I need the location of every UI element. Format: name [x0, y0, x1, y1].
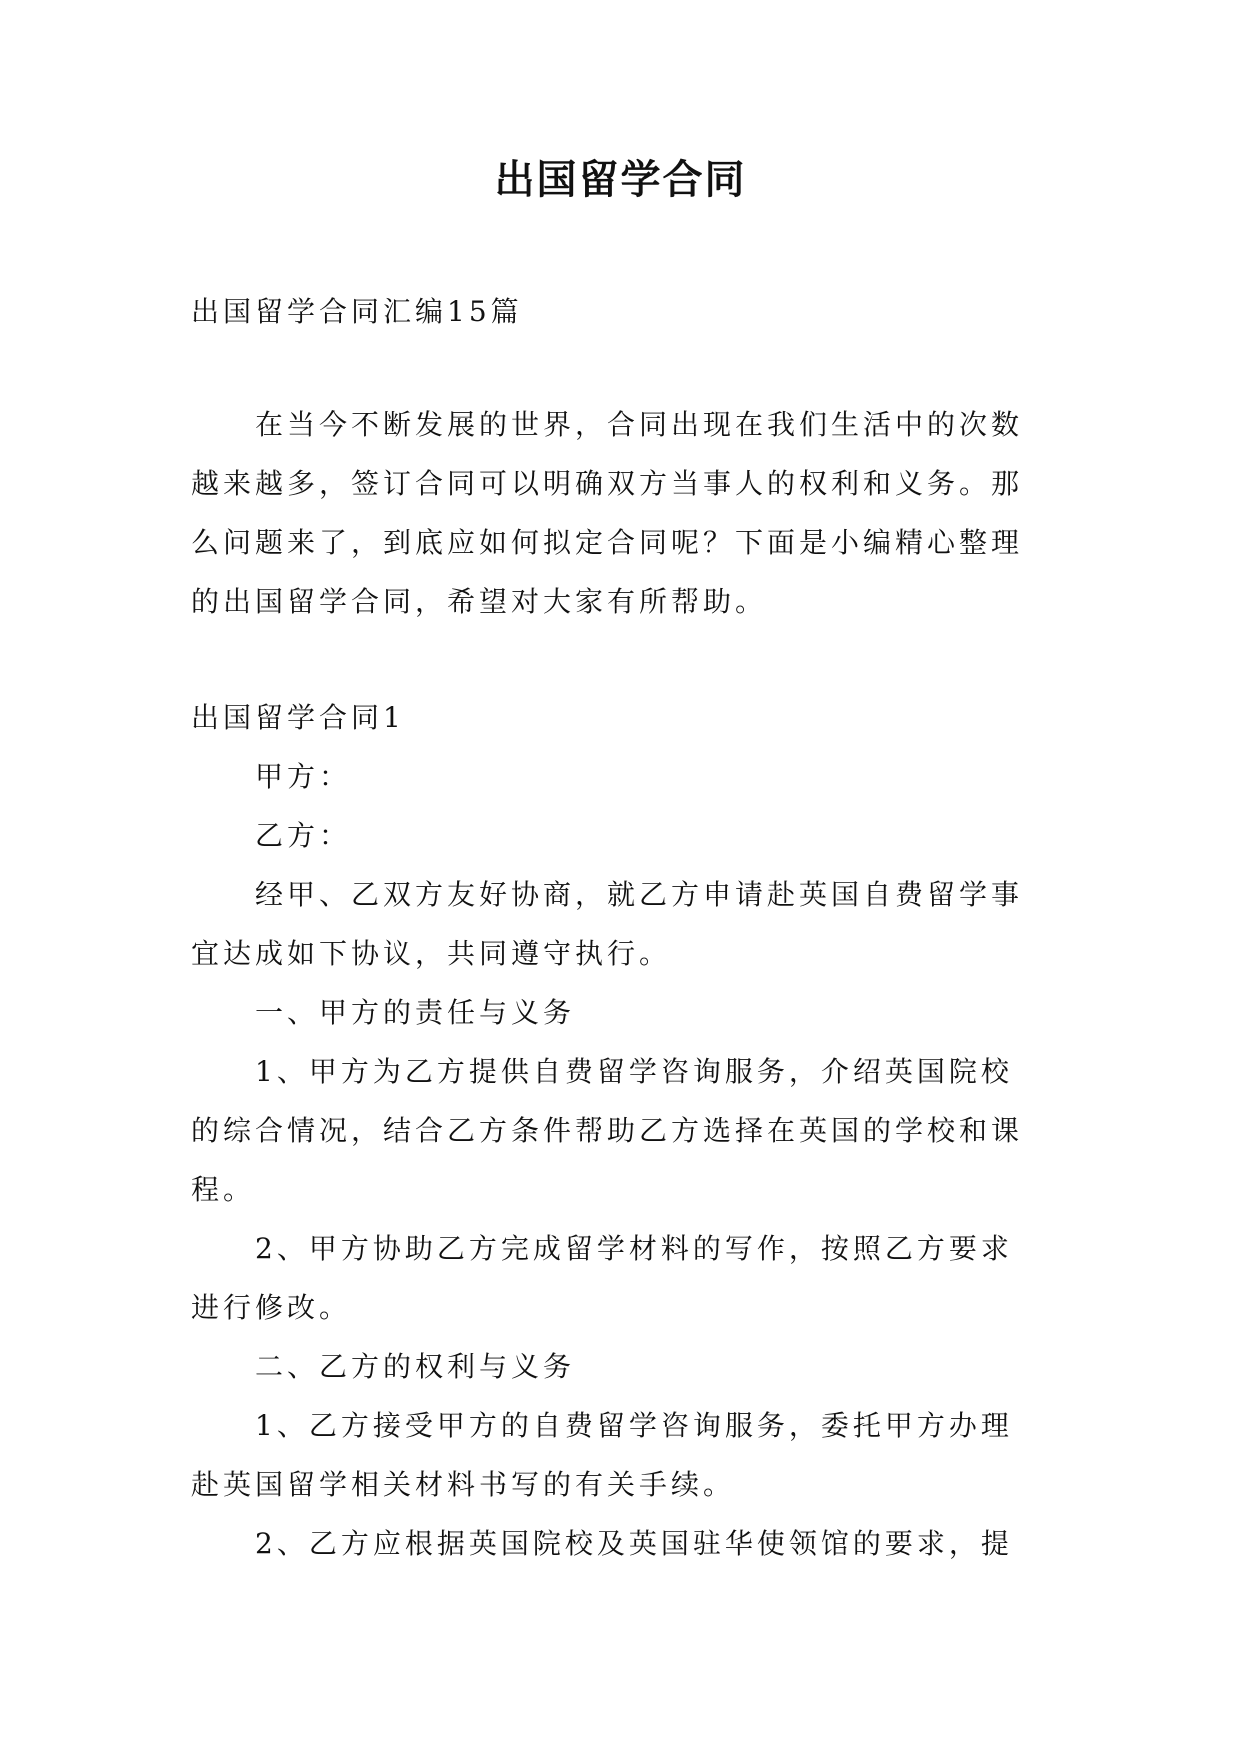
- body-line-8: 进行修改。: [191, 1291, 352, 1324]
- document-title: 出国留学合同: [494, 157, 747, 203]
- intro-line-3: 么问题来了，到底应如何拟定合同呢？下面是小编精心整理: [191, 526, 1024, 559]
- body-line-1: 经甲、乙双方友好协商，就乙方申请赴英国自费留学事: [255, 878, 1024, 911]
- intro-line-2: 越来越多，签订合同可以明确双方当事人的权利和义务。那: [191, 467, 1024, 500]
- intro-line-1: 在当今不断发展的世界，合同出现在我们生活中的次数: [255, 408, 1024, 441]
- clause-heading-2: 二、乙方的权利与义务: [255, 1350, 576, 1383]
- intro-line-4: 的出国留学合同，希望对大家有所帮助。: [191, 585, 768, 618]
- body-line-2: 宜达成如下协议，共同遵守执行。: [191, 937, 672, 970]
- document-subtitle: 出国留学合同汇编15篇: [191, 295, 523, 328]
- body-line-12: 2、乙方应根据英国院校及英国驻华使领馆的要求，提: [255, 1527, 1013, 1560]
- body-line-11: 赴英国留学相关材料书写的有关手续。: [191, 1468, 736, 1501]
- body-line-10: 1、乙方接受甲方的自费留学咨询服务，委托甲方办理: [255, 1409, 1013, 1442]
- body-line-6: 程。: [191, 1173, 256, 1206]
- body-line-7: 2、甲方协助乙方完成留学材料的写作，按照乙方要求: [255, 1232, 1013, 1265]
- body-line-4: 1、甲方为乙方提供自费留学咨询服务，介绍英国院校: [255, 1055, 1013, 1088]
- party-a-label: 甲方：: [255, 760, 352, 793]
- section-title: 出国留学合同1: [191, 701, 405, 734]
- clause-heading-1: 一、甲方的责任与义务: [255, 996, 576, 1029]
- body-line-5: 的综合情况，结合乙方条件帮助乙方选择在英国的学校和课: [191, 1114, 1024, 1147]
- party-b-label: 乙方：: [255, 819, 352, 852]
